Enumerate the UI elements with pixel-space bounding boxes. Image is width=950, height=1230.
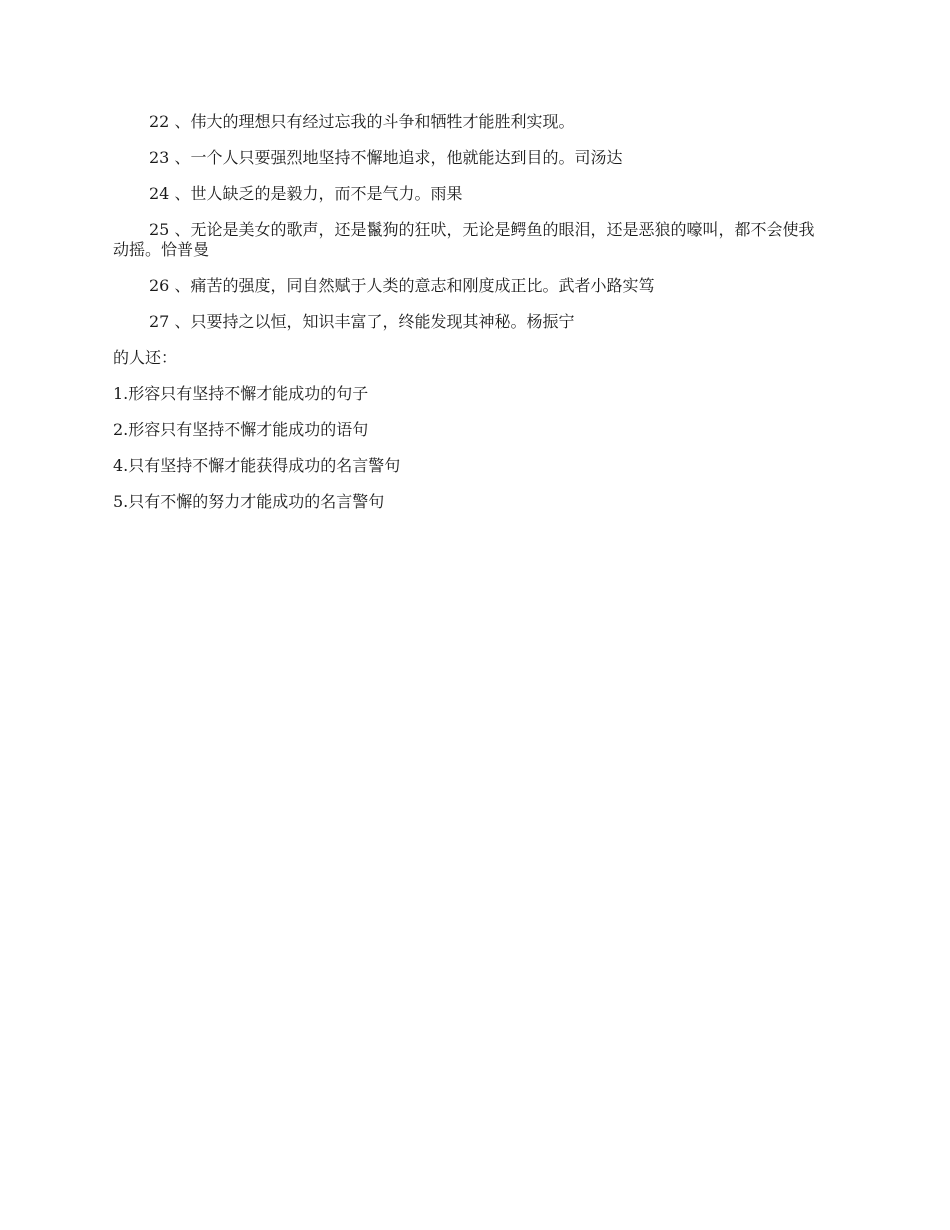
quote-item: 27 、只要持之以恒，知识丰富了，终能发现其神秘。杨振宁 (149, 312, 575, 331)
related-link[interactable]: 4.只有坚持不懈才能获得成功的名言警句 (113, 456, 401, 475)
related-link[interactable]: 5.只有不懈的努力才能成功的名言警句 (113, 492, 385, 511)
quote-item: 26 、痛苦的强度，同自然赋于人类的意志和刚度成正比。武者小路实笃 (149, 276, 655, 295)
related-link[interactable]: 2.形容只有坚持不懈才能成功的语句 (113, 420, 369, 439)
quote-item: 22 、伟大的理想只有经过忘我的斗争和牺牲才能胜利实现。 (149, 112, 575, 131)
quote-list (113, 112, 828, 332)
related-link[interactable]: 1.形容只有坚持不懈才能成功的句子 (113, 384, 369, 403)
related-list (113, 384, 828, 512)
related-heading: 的人还： (113, 348, 178, 367)
quote-item: 25 、无论是美女的歌声，还是鬣狗的狂吠，无论是鳄鱼的眼泪，还是恶狼的嚎叫，都不会使我动摇。恰普曼 (113, 220, 815, 259)
document-page (113, 112, 828, 528)
quote-item: 24 、世人缺乏的是毅力，而不是气力。雨果 (149, 184, 463, 203)
quote-item: 23 、一个人只要强烈地坚持不懈地追求，他就能达到目的。司汤达 (149, 148, 623, 167)
